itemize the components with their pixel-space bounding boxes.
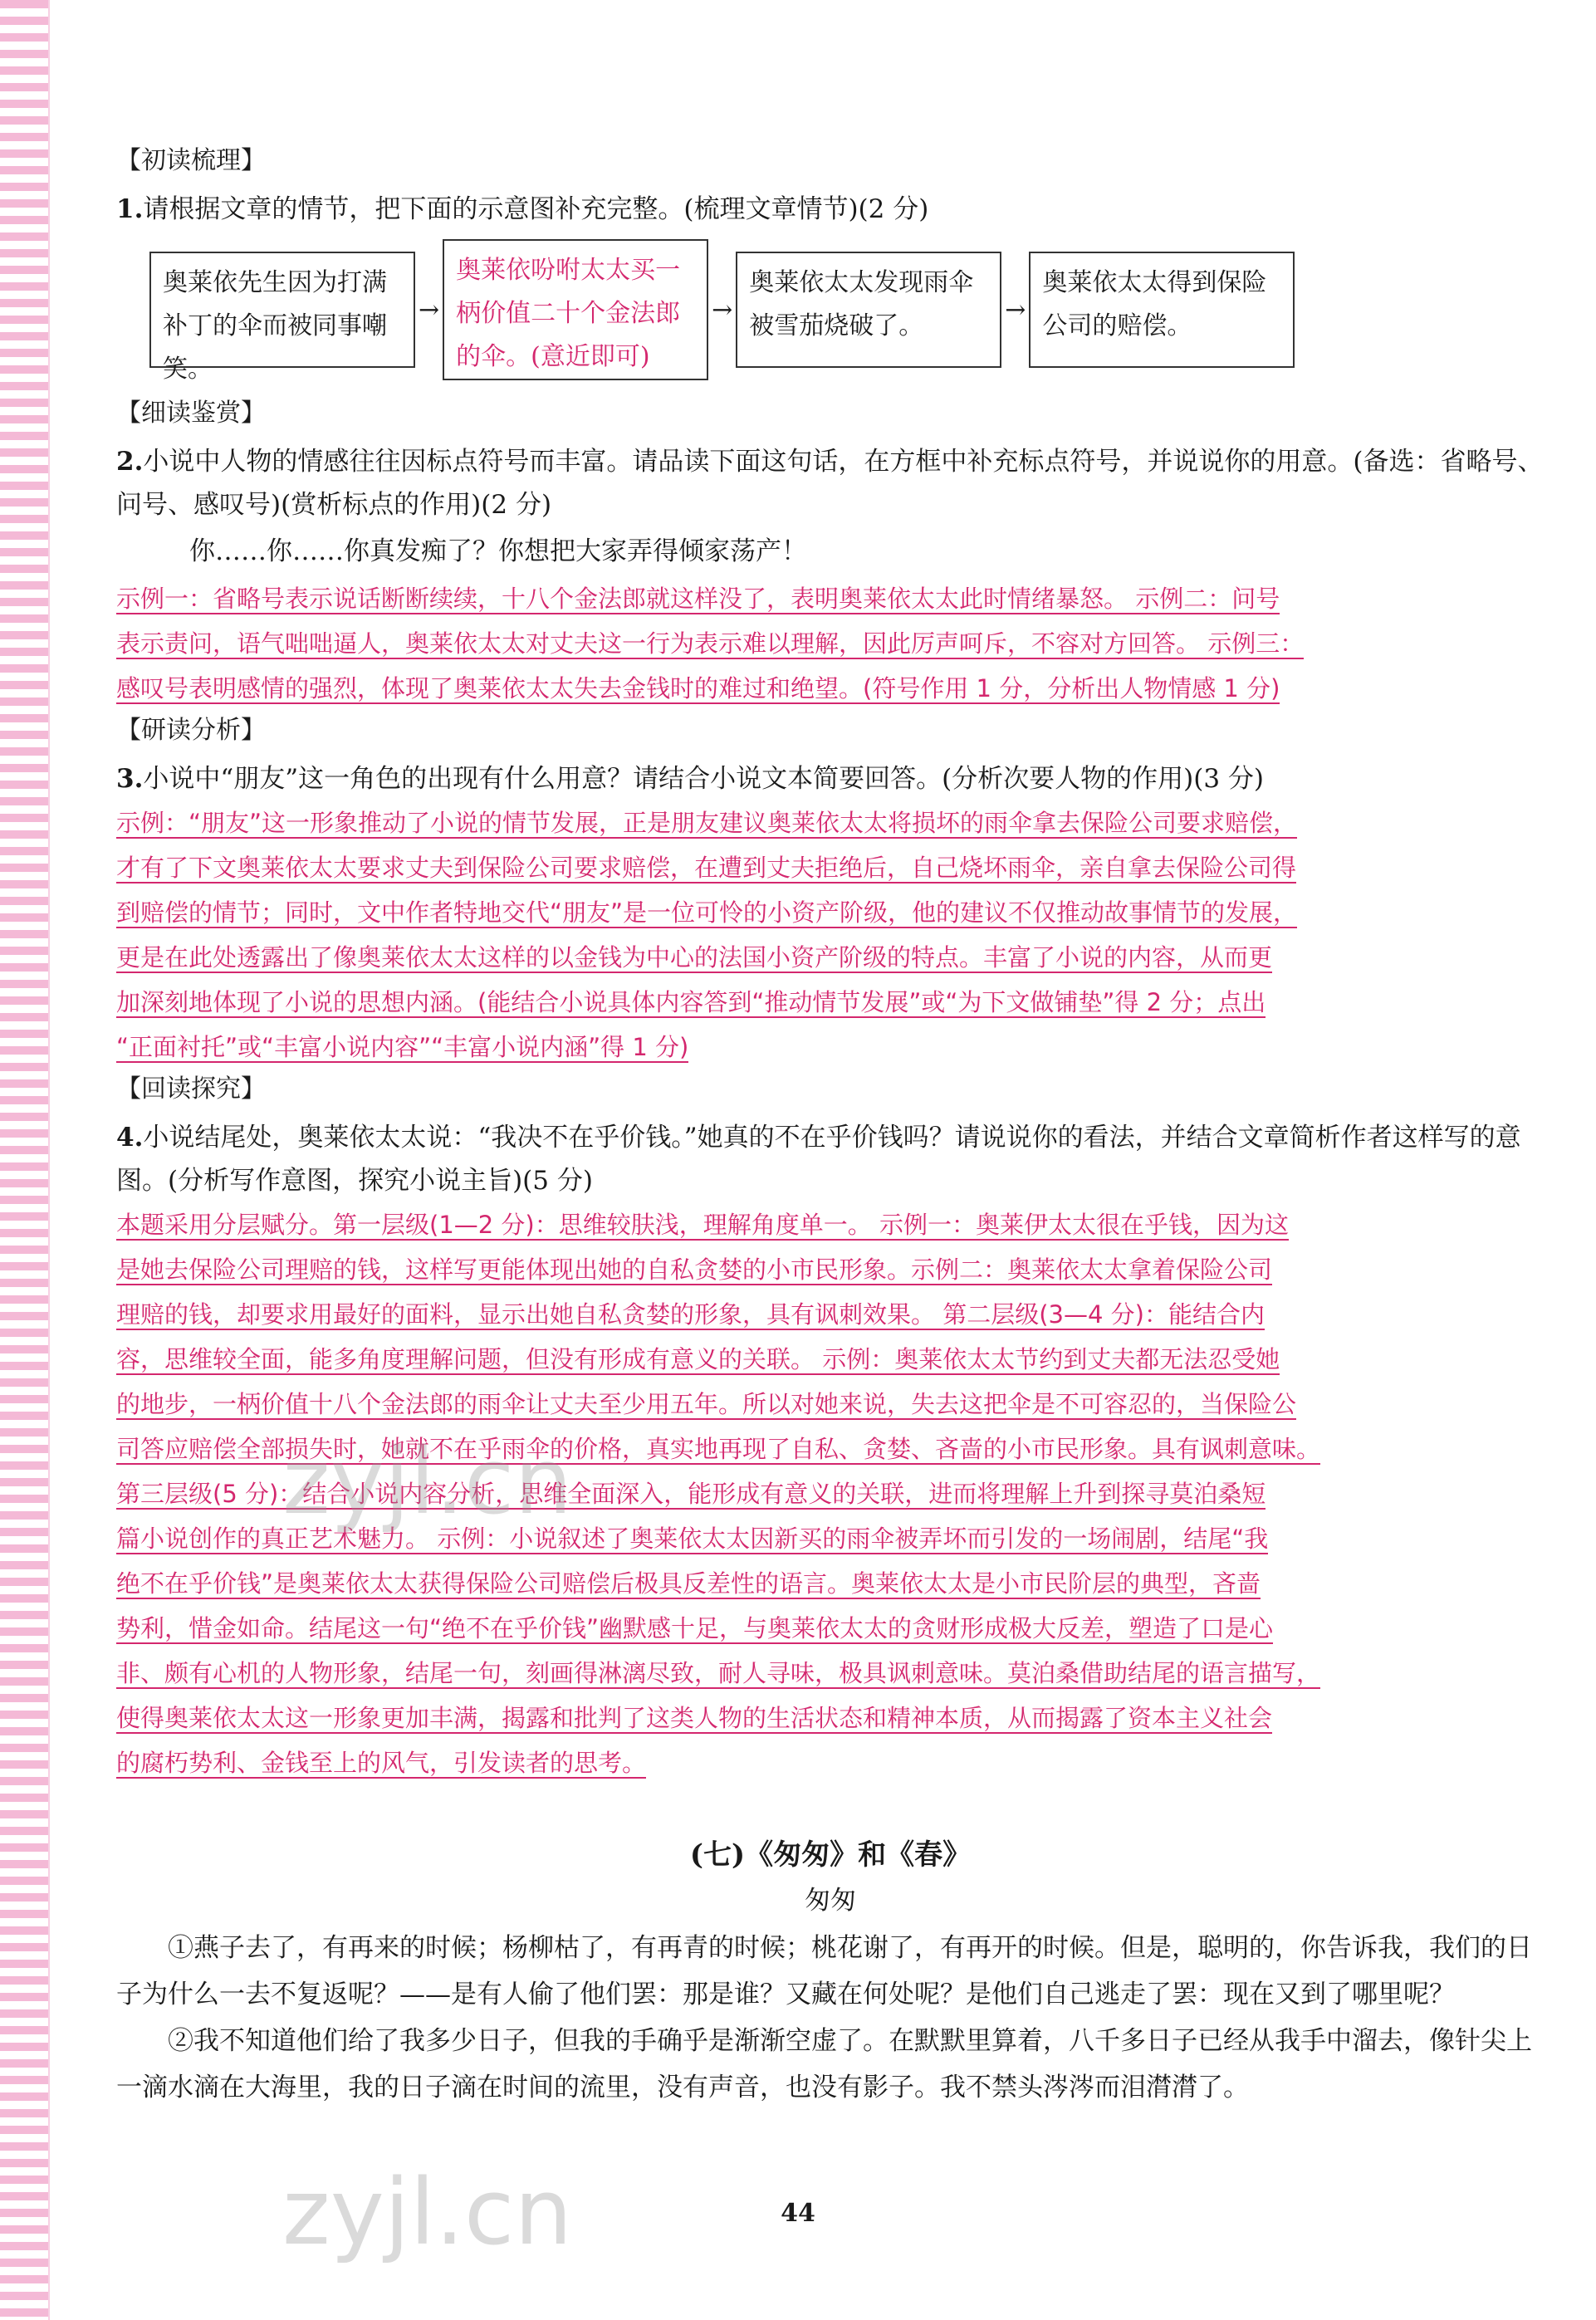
article-paragraph: ①燕子去了，有再来的时候；杨柳枯了，有再青的时候；桃花谢了，有再开的时候。但是，聪明的，你告诉我，我们的日子为什么一去不复返呢？——是有人偷了他们罢：那是谁？又藏在何处呢？是他们自己逃走了罢：现在又到了哪里呢？: [116, 1933, 1532, 2009]
flow-box-1: 奥莱依先生因为打满补丁的伞而被同事嘲笑。: [149, 252, 415, 368]
answer-line: 是她去保险公司理赔的钱，这样写更能体现出她的自私贪婪的小市民形象。示例二：奥莱依太太拿着保险公司: [116, 1255, 1273, 1284]
arrow-icon: →: [712, 295, 733, 325]
question-2: [116, 440, 1545, 526]
answer-3: [116, 800, 1545, 1069]
watermark-logo: zyjl.cn: [282, 1428, 573, 1534]
article-paragraph: ②我不知道他们给了我多少日子，但我的手确乎是渐渐空虚了。在默默里算着，八千多日子已经从我手中溜去，像针尖上一滴水滴在大海里，我的日子滴在时间的流里，没有声音，也没有影子。我不禁头涔涔而泪潸潸了。: [116, 2026, 1532, 2102]
answer-line: 篇小说创作的真正艺术魅力。 示例：小说叙述了奥莱依太太因新买的雨伞被弄坏而引发的一场闹剧，结尾“我: [116, 1525, 1269, 1553]
question-number: 1.: [116, 194, 144, 224]
page-number: 44: [781, 2199, 815, 2228]
answer-line: 非、颇有心机的人物形象，结尾一句，刻画得淋漓尽致，耐人寻味，极具讽刺意味。莫泊桑借助结尾的语言描写，: [116, 1659, 1321, 1687]
section-heading: 【研读分析】: [116, 716, 266, 745]
question-number: 3.: [116, 764, 144, 794]
answer-line: 表示责问，语气咄咄逼人，奥莱依太太对丈夫这一行为表示难以理解，因此厉声呵斥，不容对方回答。 示例三：: [116, 629, 1305, 658]
answer-line: 司答应赔偿全部损失时，她就不在乎雨伞的价格，真实地再现了自私、贪婪、吝啬的小市民形象。具有讽刺意味。: [116, 1435, 1321, 1463]
question-text: 请根据文章的情节，把下面的示意图补充完整。(梳理文章情节)(2 分): [143, 194, 929, 224]
watermark-logo: zyjl.cn: [282, 2159, 573, 2265]
flow-box-2-answer: 奥莱依吩咐太太买一柄价值二十个金法郎的伞。(意近即可): [443, 239, 708, 380]
answer-line: 感叹号表明感情的强烈，体现了奥莱依太太失去金钱时的难过和绝望。(符号作用 1 分，分析出人物情感 1 分): [116, 674, 1280, 702]
answer-line: 加深刻地体现了小说的思想内涵。(能结合小说具体内容答到“推动情节发展”或“为下文做铺垫”得 2 分；点出: [116, 988, 1266, 1016]
answer-line: 示例一：省略号表示说话断断续续，十八个金法郎就这样没了，表明奥莱依太太此时情绪暴怒。 示例二：问号: [116, 585, 1280, 613]
answer-2: [116, 576, 1545, 711]
question-3: [116, 757, 1545, 800]
answer-line: 容，思维较全面，能多角度理解问题，但没有形成有意义的关联。 示例：奥莱依太太节约到丈夫都无法忍受她: [116, 1345, 1280, 1373]
question-1: [116, 188, 1545, 231]
answer-line: 示例：“朋友”这一形象推动了小说的情节发展，正是朋友建议奥莱依太太将损坏的雨伞拿去保险公司要求赔偿，: [116, 809, 1298, 837]
arrow-icon: →: [419, 295, 440, 325]
answer-line: 绝不在乎价钱”是奥莱依太太获得保险公司赔偿后极具反差性的语言。奥莱依太太是小市民阶层的典型，吝啬: [116, 1569, 1261, 1598]
article-title: 匆匆: [805, 1886, 856, 1916]
flow-box-4: 奥莱依太太得到保险公司的赔偿。: [1029, 252, 1295, 368]
flow-box-3: 奥莱依太太发现雨伞被雪茄烧破了。: [736, 252, 1001, 368]
page-content: [116, 141, 1545, 2111]
answer-line: 才有了下文奥莱依太太要求丈夫到保险公司要求赔偿，在遭到丈夫拒绝后，自己烧坏雨伞，亲自拿去保险公司得: [116, 854, 1297, 882]
answer-line: 到赔偿的情节；同时，文中作者特地交代“朋友”是一位可怜的小资产阶级，他的建议不仅推动故事情节的发展，: [116, 898, 1298, 927]
section-heading: 【初读梳理】: [116, 146, 266, 175]
plot-flowchart: [149, 239, 1545, 384]
answer-line: 的地步，一柄价值十八个金法郎的雨伞让丈夫至少用五年。所以对她来说，失去这把伞是不可容忍的，当保险公: [116, 1390, 1297, 1418]
part-title: (七)《匆匆》和《春》: [689, 1838, 972, 1872]
question-4: [116, 1116, 1545, 1202]
section-heading: 【回读探究】: [116, 1074, 266, 1104]
answer-line: 的腐朽势利、金钱至上的风气，引发读者的思考。: [116, 1749, 647, 1777]
answer-line: 第三层级(5 分)：结合小说内容分析，思维全面深入，能形成有意义的关联，进而将理解上升到探寻莫泊桑短: [116, 1480, 1266, 1508]
question-text: 小说结尾处，奥莱依太太说：“我决不在乎价钱。”她真的不在乎价钱吗？请说说你的看法，并结合文章简析作者这样写的意图。(分析写作意图，探究小说主旨)(5 分): [116, 1123, 1521, 1196]
question-text: 小说中“朋友”这一角色的出现有什么用意？请结合小说文本简要回答。(分析次要人物的作用)(3 分): [143, 764, 1265, 794]
answer-line: 更是在此处透露出了像奥莱依太太这样的以金钱为中心的法国小资产阶级的特点。丰富了小说的内容，从而更: [116, 943, 1273, 972]
answer-line: 理赔的钱，却要求用最好的面料，显示出她自私贪婪的形象，具有讽刺效果。 第二层级(3—4 分)：能结合内: [116, 1300, 1265, 1329]
answer-line: “正面衬托”或“丰富小说内容”“丰富小说内涵”得 1 分): [116, 1033, 689, 1061]
question-text: 小说中人物的情感往往因标点符号而丰富。请品读下面这句话，在方框中补充标点符号，并说说你的用意。(备选：省略号、问号、感叹号)(赏析标点的作用)(2 分): [116, 447, 1544, 520]
arrow-icon: →: [1005, 295, 1026, 325]
section-heading: 【细读鉴赏】: [116, 399, 266, 428]
binding-strip: [0, 0, 50, 2320]
answer-line: 本题采用分层赋分。第一层级(1—2 分)：思维较肤浅，理解角度单一。 示例一：奥莱伊太太很在乎钱，因为这: [116, 1211, 1289, 1239]
question-number: 2.: [116, 447, 144, 477]
quoted-sentence: 你……你……你真发痴了？你想把大家弄得倾家荡产！: [189, 536, 807, 566]
question-number: 4.: [116, 1123, 144, 1153]
answer-line: 使得奥莱依太太这一形象更加丰满，揭露和批判了这类人物的生活状态和精神本质，从而揭露了资本主义社会: [116, 1704, 1273, 1732]
answer-line: 势利，惜金如命。结尾这一句“绝不在乎价钱”幽默感十足，与奥莱依太太的贪财形成极大反差，塑造了口是心: [116, 1614, 1274, 1642]
